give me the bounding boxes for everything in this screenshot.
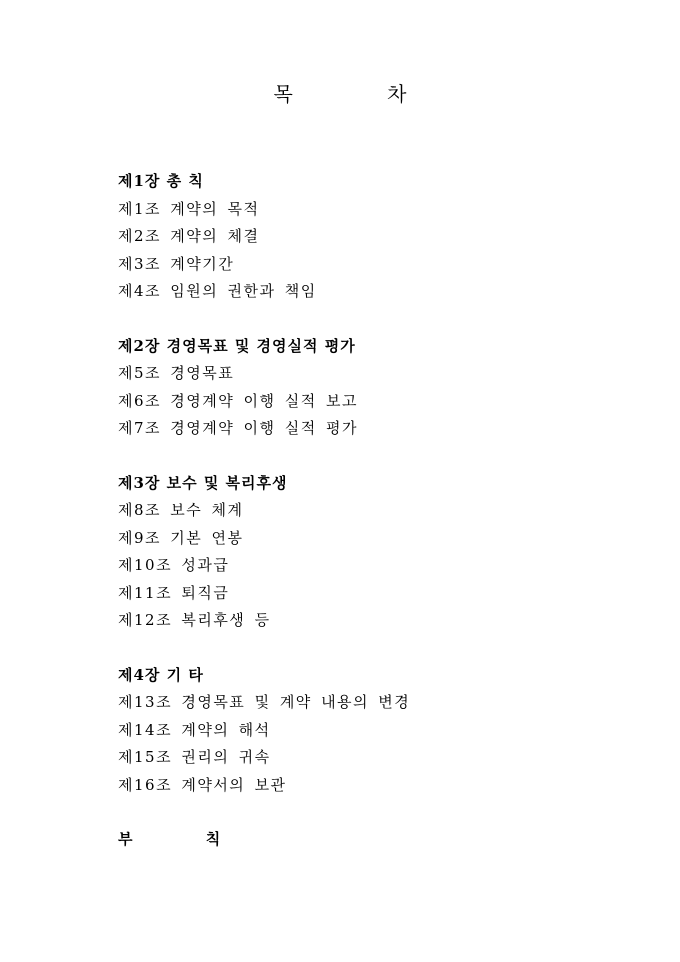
article-6: 제6조 경영계약 이행 실적 보고 — [118, 391, 358, 410]
page-title: 목 차 — [273, 82, 451, 106]
article-3: 제3조 계약기간 — [118, 254, 235, 273]
article-14: 제14조 계약의 해석 — [118, 720, 271, 739]
article-5: 제5조 경영목표 — [118, 364, 235, 382]
chapter-heading: 제1장 총 칙 — [118, 172, 204, 190]
article-9: 제9조 기본 연봉 — [118, 528, 244, 547]
article-2: 제2조 계약의 체결 — [118, 227, 260, 245]
chapter-heading: 제2장 경영목표 및 경영실적 평가 — [118, 336, 356, 355]
article-12: 제12조 복리후생 등 — [118, 611, 271, 629]
article-15: 제15조 권리의 귀속 — [118, 748, 271, 766]
article-1: 제1조 계약의 목적 — [118, 199, 260, 218]
article-7: 제7조 경영계약 이행 실적 평가 — [118, 419, 358, 437]
supplementary-provisions-heading: 부 칙 — [118, 830, 255, 848]
chapter-heading: 제3장 보수 및 복리후생 — [118, 473, 288, 492]
article-16: 제16조 계약서의 보관 — [118, 775, 287, 794]
table-of-contents — [118, 168, 638, 854]
article-8: 제8조 보수 체계 — [118, 501, 244, 519]
chapter-2 — [118, 333, 638, 443]
chapter-1 — [118, 168, 638, 306]
chapter-3 — [118, 470, 638, 635]
article-13: 제13조 경영목표 및 계약 내용의 변경 — [118, 693, 411, 711]
article-11: 제11조 퇴직금 — [118, 583, 230, 602]
chapter-heading: 제4장 기 타 — [118, 665, 204, 684]
chapter-4 — [118, 662, 638, 800]
article-10: 제10조 성과급 — [118, 556, 230, 574]
article-4: 제4조 임원의 권한과 책임 — [118, 282, 317, 300]
